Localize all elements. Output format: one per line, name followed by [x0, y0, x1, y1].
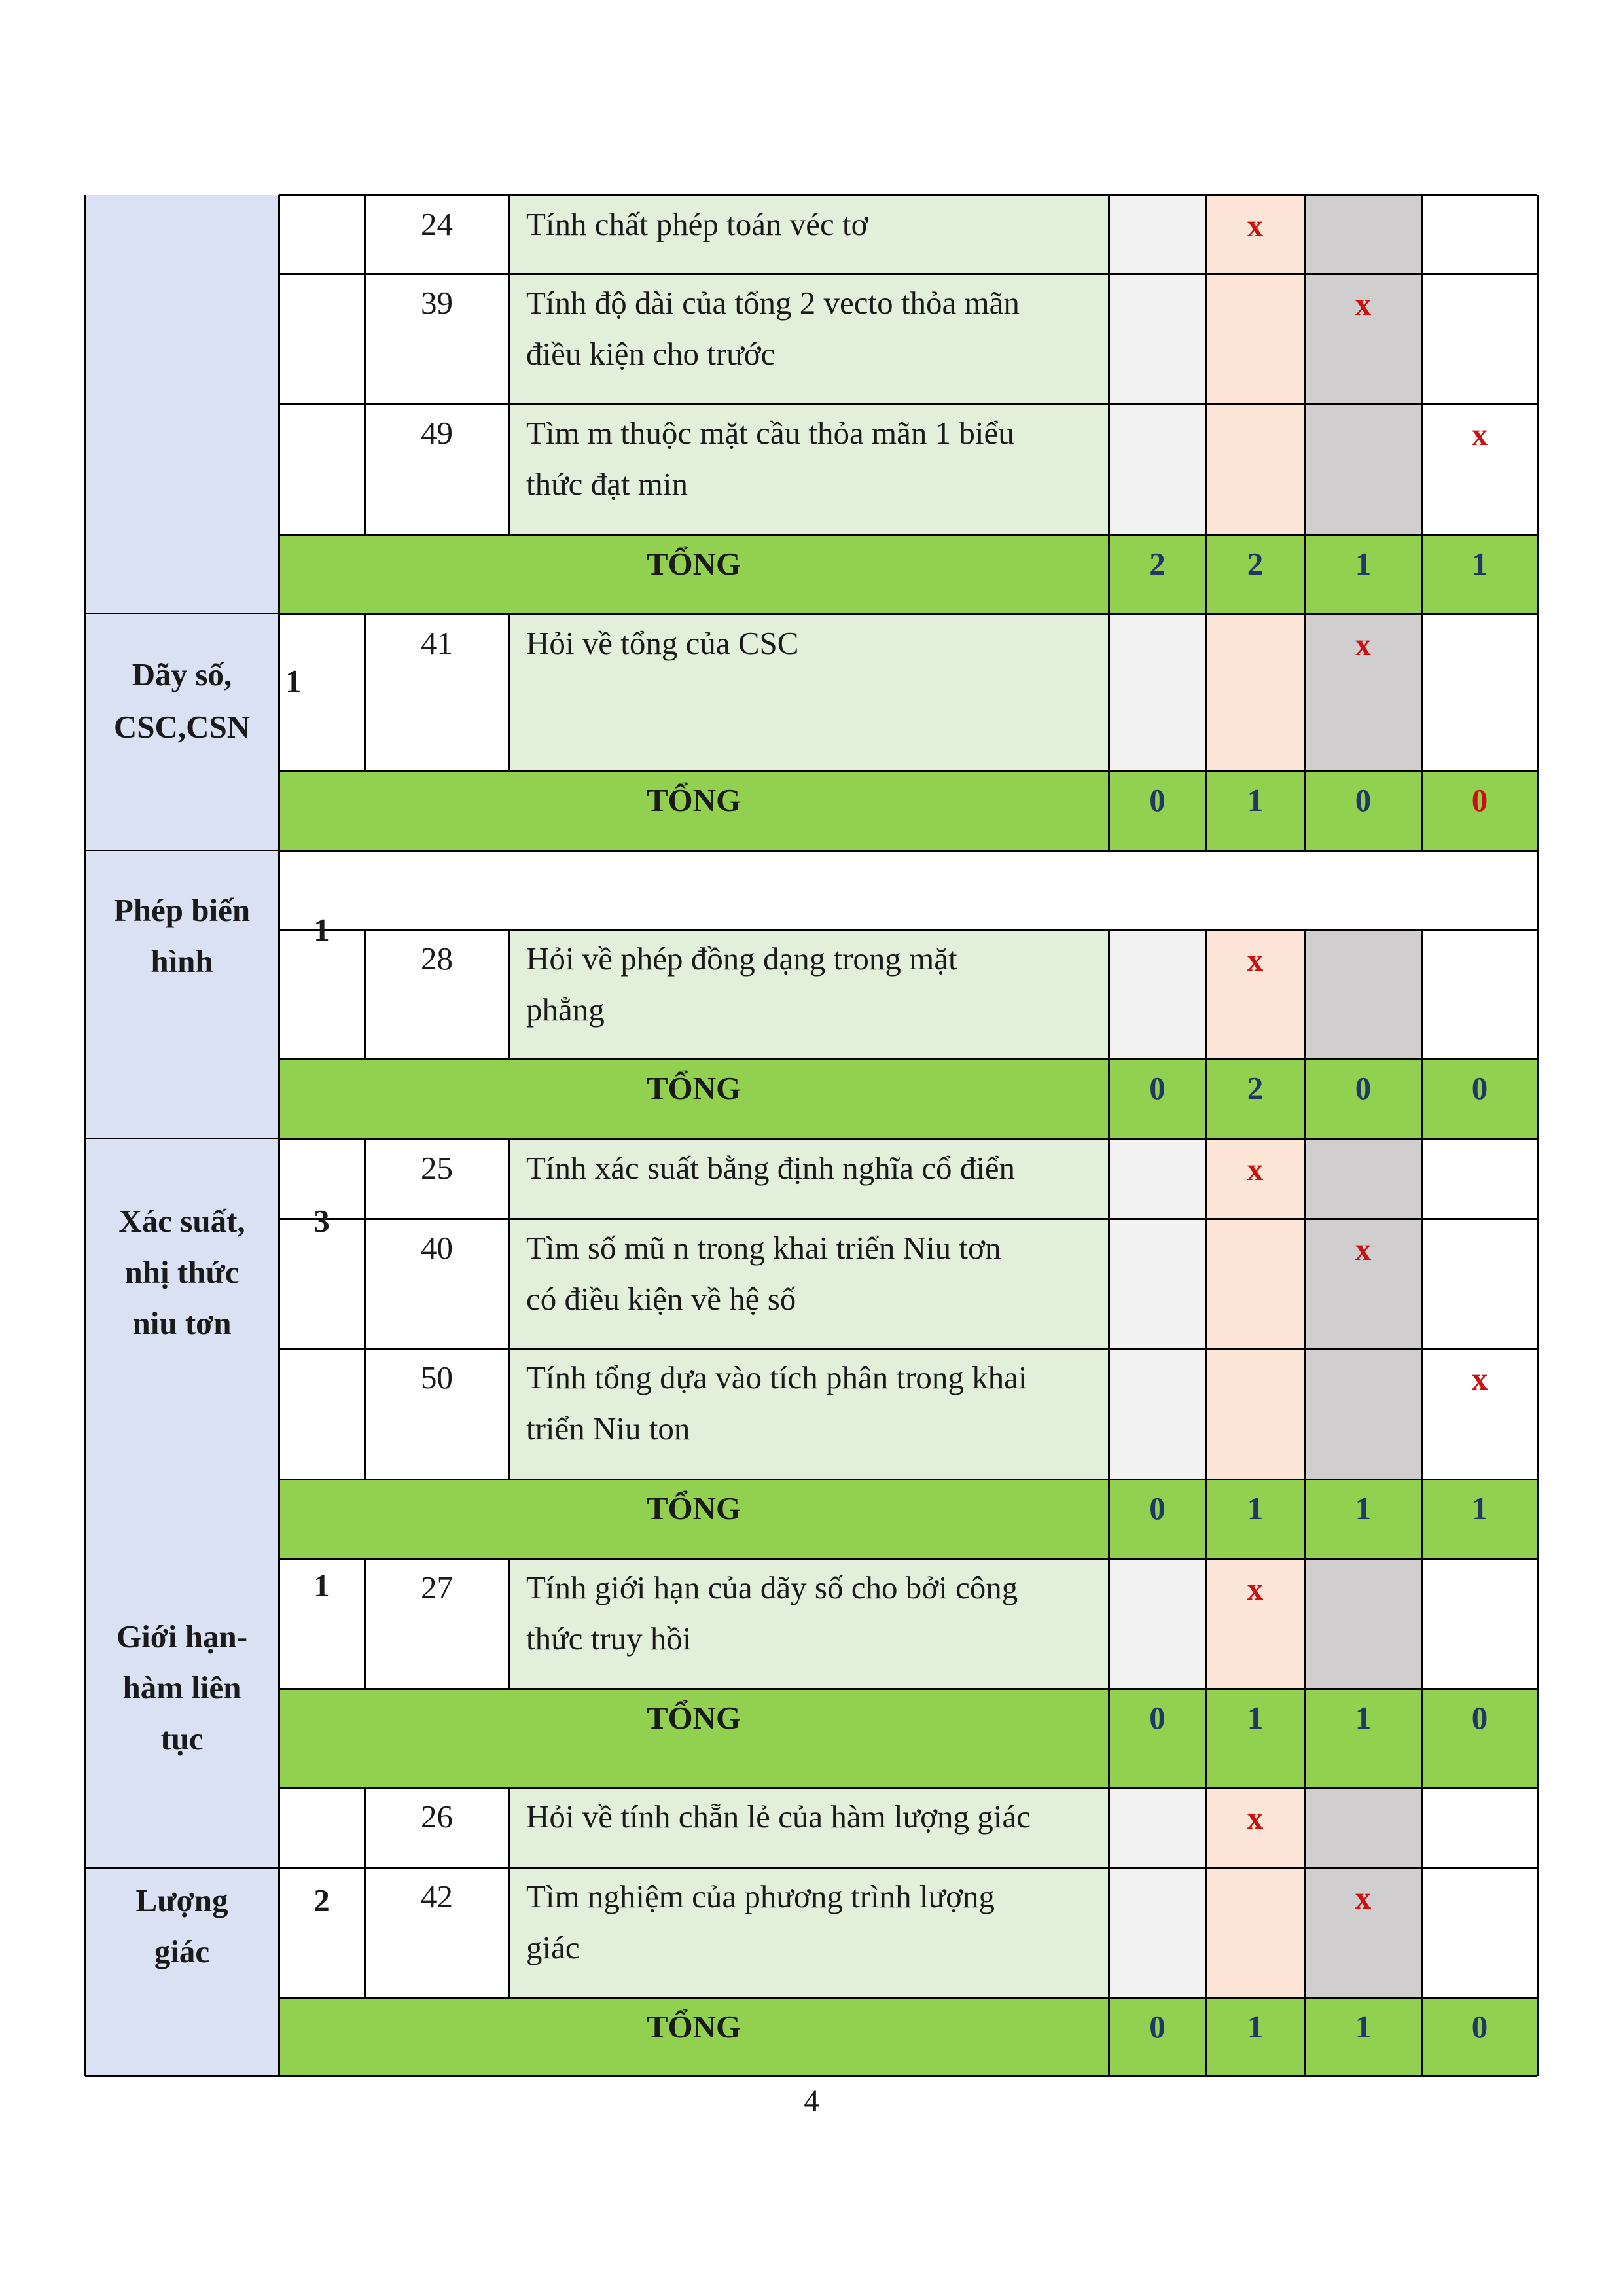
total-label: TỔNG — [646, 546, 741, 582]
grid-line — [1304, 1689, 1306, 1787]
level-cell — [1422, 614, 1537, 771]
total-value: 0 — [1471, 1700, 1488, 1736]
grid-line — [508, 1139, 510, 1479]
grid-line — [508, 929, 510, 1059]
grid-line — [1537, 1139, 1539, 1558]
total-value: 1 — [1247, 1700, 1264, 1736]
grid-line — [1304, 1479, 1306, 1558]
level-cell — [1109, 195, 1206, 274]
grid-line — [1205, 1479, 1207, 1558]
mark-x: x — [1471, 1361, 1488, 1397]
level-cell — [1304, 1348, 1422, 1479]
grid-line — [279, 534, 1537, 536]
grid-line — [1537, 1787, 1539, 2076]
grid-line — [1108, 1479, 1110, 1558]
grid-line — [1421, 1059, 1423, 1139]
question-number: 41 — [421, 625, 453, 661]
total-value: 0 — [1355, 1070, 1372, 1106]
grid-line — [1108, 535, 1110, 614]
mark-x: x — [1355, 1880, 1372, 1916]
question-content: Tìm m thuộc mặt cầu thỏa mãn 1 biểu — [526, 415, 1014, 451]
total-value: 2 — [1247, 546, 1264, 582]
grid-line — [364, 1139, 366, 1479]
total-value: 2 — [1149, 546, 1166, 582]
grid-line — [279, 1479, 1537, 1480]
grid-line — [279, 1218, 1537, 1220]
level-cell — [1304, 1139, 1422, 1219]
question-number: 28 — [421, 941, 453, 977]
grid-line — [278, 1558, 280, 1787]
grid-line — [1205, 1059, 1207, 1139]
level-cell — [1109, 929, 1206, 1059]
total-value: 0 — [1471, 2009, 1488, 2045]
total-value: 2 — [1247, 1070, 1264, 1106]
grid-line — [279, 1997, 1537, 1999]
question-content: Tính xác suất bằng định nghĩa cổ điển — [526, 1150, 1016, 1186]
grid-line — [1108, 1998, 1110, 2076]
grid-line — [278, 1787, 280, 2076]
grid-line — [364, 929, 366, 1059]
topic-label: Giới hạn- — [116, 1619, 248, 1655]
total-value: 1 — [1355, 1700, 1372, 1736]
grid-line — [279, 1348, 1537, 1350]
total-value: 0 — [1149, 1700, 1166, 1736]
total-value: 1 — [1247, 782, 1264, 818]
grid-line — [279, 273, 1537, 275]
level-cell — [1304, 1787, 1422, 1867]
mark-x: x — [1355, 1231, 1372, 1267]
mark-x: x — [1247, 207, 1264, 243]
topic-label: Dãy số, — [132, 656, 232, 692]
question-number: 40 — [421, 1230, 453, 1266]
grid-line — [279, 1138, 1537, 1140]
total-value: 0 — [1471, 782, 1488, 818]
topic-label: Lượng — [135, 1882, 228, 1918]
grid-line — [1537, 614, 1539, 851]
level-cell — [1422, 1787, 1537, 1867]
level-cell — [1304, 1558, 1422, 1689]
topic-count: 1 — [313, 912, 330, 948]
question-content: Tính tổng dựa vào tích phân trong khai — [526, 1359, 1027, 1395]
grid-line — [1304, 771, 1306, 851]
grid-line — [1537, 195, 1539, 614]
topic-cell — [85, 1787, 279, 1867]
question-number: 24 — [421, 206, 453, 242]
question-number: 39 — [421, 285, 453, 321]
level-cell — [1206, 404, 1304, 535]
grid-line — [278, 614, 280, 851]
question-number: 26 — [421, 1799, 453, 1835]
total-value: 1 — [1471, 546, 1488, 582]
level-cell — [1109, 274, 1206, 404]
total-value: 1 — [1247, 1490, 1264, 1526]
topic-label: nhị thức — [124, 1254, 240, 1290]
total-label: TỔNG — [646, 1490, 741, 1526]
level-cell — [1109, 404, 1206, 535]
grid-line — [1421, 1998, 1423, 2076]
grid-line — [84, 1139, 86, 1558]
total-value: 1 — [1471, 1490, 1488, 1526]
level-cell — [1422, 274, 1537, 404]
grid-line — [1205, 535, 1207, 614]
mark-x: x — [1471, 416, 1488, 452]
mark-x: x — [1247, 1151, 1264, 1187]
total-value: 1 — [1355, 1490, 1372, 1526]
grid-line — [364, 195, 366, 535]
grid-line — [1205, 1998, 1207, 2076]
grid-line — [1537, 1558, 1539, 1787]
grid-line — [279, 1688, 1537, 1690]
topic-label: hình — [151, 943, 213, 979]
level-cell — [1304, 195, 1422, 274]
level-cell — [1109, 1139, 1206, 1219]
grid-line — [278, 195, 280, 614]
page-number: 4 — [804, 2084, 819, 2118]
topic-count: 3 — [313, 1203, 330, 1239]
question-content: thức đạt min — [526, 466, 688, 502]
grid-line — [85, 850, 1537, 852]
total-value: 1 — [1355, 2009, 1372, 2045]
grid-line — [278, 851, 280, 1139]
total-value: 0 — [1471, 1070, 1488, 1106]
mark-x: x — [1247, 1800, 1264, 1836]
grid-line — [1108, 1689, 1110, 1787]
total-value: 1 — [1247, 2009, 1264, 2045]
grid-line — [508, 1787, 510, 1998]
level-cell — [1206, 614, 1304, 771]
grid-line — [1108, 771, 1110, 851]
level-cell — [1109, 1558, 1206, 1689]
grid-line — [1205, 771, 1207, 851]
topic-label: tục — [160, 1721, 204, 1757]
level-cell — [1206, 274, 1304, 404]
question-content: phẳng — [526, 992, 605, 1028]
grid-line — [508, 195, 510, 535]
grid-line — [1421, 535, 1423, 614]
level-cell — [1422, 1219, 1537, 1348]
level-cell — [1109, 1219, 1206, 1348]
question-content: Hỏi về phép đồng dạng trong mặt — [526, 941, 957, 977]
level-cell — [1422, 929, 1537, 1059]
topic-count: 2 — [313, 1882, 330, 1918]
level-cell — [1109, 1867, 1206, 1998]
question-content: Tìm nghiệm của phương trình lượng — [526, 1878, 995, 1914]
grid-line — [279, 613, 1537, 615]
level-cell — [1206, 1867, 1304, 1998]
grid-line — [1537, 851, 1539, 1139]
question-content: Tính chất phép toán véc tơ — [526, 206, 868, 242]
question-content: thức truy hồi — [526, 1621, 692, 1657]
grid-line — [279, 194, 1537, 196]
grid-line — [1421, 1689, 1423, 1787]
grid-line — [84, 614, 86, 851]
grid-line — [1421, 1479, 1423, 1558]
question-number: 49 — [421, 415, 453, 451]
mark-x: x — [1355, 286, 1372, 322]
mark-x: x — [1247, 1571, 1264, 1607]
level-cell — [1304, 929, 1422, 1059]
grid-line — [279, 770, 1537, 772]
grid-line — [85, 1867, 365, 1869]
question-content: điều kiện cho trước — [526, 336, 776, 372]
total-label: TỔNG — [646, 1700, 741, 1736]
grid-line — [1108, 1059, 1110, 1139]
topic-label: Xác suất, — [118, 1203, 245, 1239]
question-number: 42 — [421, 1878, 453, 1914]
grid-line — [1304, 535, 1306, 614]
grid-line — [84, 851, 86, 1139]
total-label: TỔNG — [646, 782, 741, 818]
mark-x: x — [1247, 942, 1264, 978]
topic-label: giác — [154, 1933, 210, 1969]
topic-cell — [85, 195, 279, 614]
level-cell — [1422, 195, 1537, 274]
total-value: 0 — [1149, 2009, 1166, 2045]
question-content: Tính giới hạn của dãy số cho bởi công — [526, 1570, 1018, 1605]
question-content: Hỏi về tính chẵn lẻ của hàm lượng giác — [526, 1799, 1031, 1835]
grid-line — [364, 1558, 366, 1689]
question-number: 25 — [421, 1150, 453, 1186]
level-cell — [1422, 1867, 1537, 1998]
question-number: 27 — [421, 1570, 453, 1605]
grid-line — [85, 2075, 1537, 2077]
grid-line — [279, 929, 1537, 931]
total-label: TỔNG — [646, 1070, 741, 1106]
grid-line — [279, 403, 1537, 405]
grid-line — [279, 1787, 1537, 1789]
topic-label: niu tơn — [132, 1305, 232, 1341]
grid-line — [279, 1058, 1537, 1060]
question-content: triển Niu ton — [526, 1410, 690, 1446]
question-content: Tìm số mũ n trong khai triển Niu tơn — [526, 1230, 1001, 1266]
grid-line — [279, 1558, 1537, 1560]
total-label: TỔNG — [646, 2009, 741, 2045]
grid-line — [1304, 1059, 1306, 1139]
grid-line — [364, 1787, 366, 1998]
grid-line — [84, 195, 86, 614]
grid-line — [84, 1787, 86, 2076]
level-cell — [1422, 1558, 1537, 1689]
question-content: giác — [526, 1929, 580, 1965]
level-cell — [1422, 1139, 1537, 1219]
question-content: Tính độ dài của tổng 2 vecto thỏa mãn — [526, 285, 1020, 321]
question-content: có điều kiện về hệ số — [526, 1281, 796, 1317]
level-cell — [1206, 1219, 1304, 1348]
grid-line — [1304, 1998, 1306, 2076]
grid-line — [84, 1558, 86, 1787]
topic-count: 1 — [313, 1568, 330, 1604]
level-cell — [1109, 1348, 1206, 1479]
grid-line — [508, 614, 510, 771]
grid-line — [508, 1558, 510, 1689]
mark-x: x — [1355, 626, 1372, 662]
grid-line — [1205, 1689, 1207, 1787]
total-value: 0 — [1149, 1490, 1166, 1526]
grid-line — [279, 1867, 1537, 1869]
topic-label: Phép biến — [113, 892, 251, 928]
grid-line — [364, 614, 366, 771]
total-value: 0 — [1149, 782, 1166, 818]
total-value: 1 — [1355, 546, 1372, 582]
level-cell — [1109, 1787, 1206, 1867]
total-value: 0 — [1355, 782, 1372, 818]
topic-label: CSC,CSN — [113, 709, 251, 745]
level-cell — [1304, 404, 1422, 535]
total-value: 0 — [1149, 1070, 1166, 1106]
topic-label: hàm liên — [122, 1670, 241, 1706]
question-content: Hỏi về tổng của CSC — [526, 625, 799, 661]
topic-count: 1 — [285, 663, 302, 699]
level-cell — [1206, 1348, 1304, 1479]
grid-line — [1421, 771, 1423, 851]
question-number: 50 — [421, 1359, 453, 1395]
level-cell — [1109, 614, 1206, 771]
grid-line — [278, 1139, 280, 1558]
